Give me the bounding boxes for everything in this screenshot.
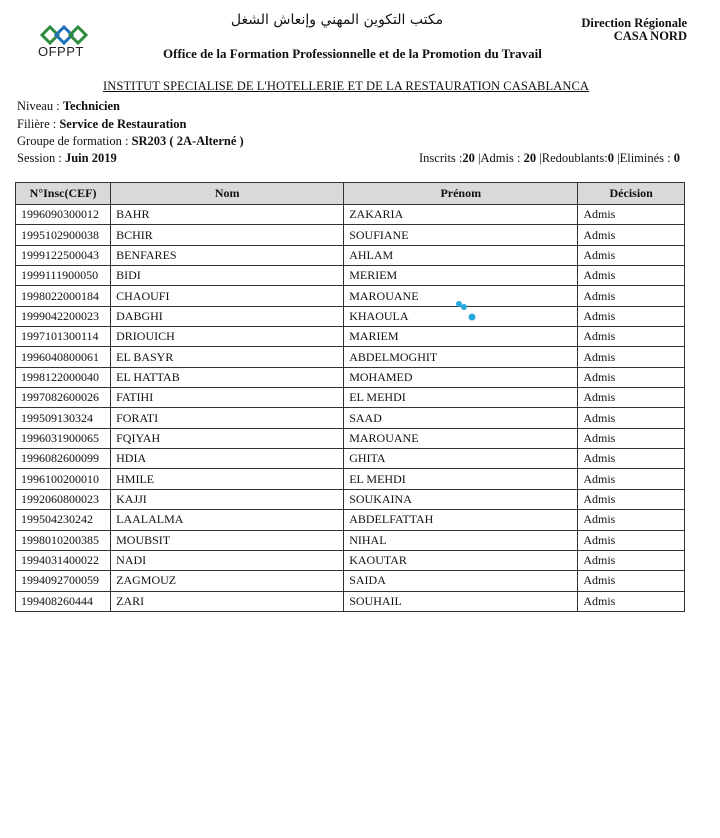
cell-decision: Admis — [578, 266, 685, 286]
cell-decision: Admis — [578, 428, 685, 448]
cell-nom: BCHIR — [111, 225, 344, 245]
arabic-title: مكتب التكوين المهني وإنعاش الشغل — [230, 12, 444, 28]
groupe-value: SR203 ( 2A-Alterné ) — [131, 134, 244, 148]
cell-prenom: MAROUANE — [344, 286, 578, 306]
groupe-line — [17, 134, 244, 149]
cell-nom: FQIYAH — [111, 428, 344, 448]
cell-nom: LAALALMA — [111, 510, 344, 530]
header-cef: N°Insc(CEF) — [16, 183, 111, 205]
cell-nom: KAJJI — [111, 489, 344, 509]
groupe-label: Groupe de formation : — [17, 134, 132, 148]
cell-prenom: MOHAMED — [344, 367, 578, 387]
cell-cef: 1996090300012 — [16, 205, 111, 225]
table-row — [16, 306, 685, 326]
cell-decision: Admis — [578, 489, 685, 509]
cell-cef: 1996100200010 — [16, 469, 111, 489]
stats-line — [419, 151, 680, 166]
cell-cef: 1999122500043 — [16, 245, 111, 265]
niveau-label: Niveau : — [17, 99, 63, 113]
session-label: Session : — [17, 151, 65, 165]
cell-nom: NADI — [111, 550, 344, 570]
table-row — [16, 550, 685, 570]
cell-prenom: EL MEHDI — [344, 469, 578, 489]
cell-cef: 1998122000040 — [16, 367, 111, 387]
table-row — [16, 449, 685, 469]
elimines-label: |Eliminés : — [613, 151, 674, 165]
cell-nom: BIDI — [111, 266, 344, 286]
cell-nom: CHAOUFI — [111, 286, 344, 306]
cell-cef: 1996082600099 — [16, 449, 111, 469]
cell-nom: DABGHI — [111, 306, 344, 326]
session-line — [17, 151, 117, 166]
cell-cef: 1994092700059 — [16, 571, 111, 591]
cell-decision: Admis — [578, 449, 685, 469]
table-row — [16, 245, 685, 265]
cell-prenom: ZAKARIA — [344, 205, 578, 225]
direction-block — [581, 17, 687, 43]
cell-nom: ZARI — [111, 591, 344, 611]
cell-nom: ZAGMOUZ — [111, 571, 344, 591]
cell-prenom: SAIDA — [344, 571, 578, 591]
cell-cef: 1999111900050 — [16, 266, 111, 286]
table-row — [16, 367, 685, 387]
session-value: Juin 2019 — [64, 151, 117, 165]
cell-decision: Admis — [578, 408, 685, 428]
cell-cef: 1996031900065 — [16, 428, 111, 448]
cell-nom: HDIA — [111, 449, 344, 469]
niveau-value: Technicien — [62, 99, 121, 113]
cell-nom: BENFARES — [111, 245, 344, 265]
direction-line2: CASA NORD — [613, 29, 687, 43]
cell-decision: Admis — [578, 591, 685, 611]
cell-cef: 1997082600026 — [16, 388, 111, 408]
cell-decision: Admis — [578, 530, 685, 550]
table-body — [16, 205, 685, 612]
table-row — [16, 408, 685, 428]
cell-prenom: KHAOULA — [344, 306, 578, 326]
filiere-line — [17, 117, 186, 132]
cell-cef: 1997101300114 — [16, 327, 111, 347]
cell-prenom: EL MEHDI — [344, 388, 578, 408]
cell-cef: 1998010200385 — [16, 530, 111, 550]
filiere-value: Service de Restauration — [59, 117, 187, 131]
admis-value: 20 — [523, 151, 537, 165]
cell-nom: EL HATTAB — [111, 367, 344, 387]
cell-cef: 199408260444 — [16, 591, 111, 611]
institut-title: INSTITUT SPECIALISE DE L'HOTELLERIE ET DE LA RESTAURATION CASABLANCA — [103, 79, 590, 93]
table-row — [16, 205, 685, 225]
table-row — [16, 225, 685, 245]
cell-prenom: GHITA — [344, 449, 578, 469]
redoublants-label: |Redoublants: — [536, 151, 608, 165]
cell-cef: 1995102900038 — [16, 225, 111, 245]
filiere-label: Filière : — [17, 117, 60, 131]
cell-cef: 1994031400022 — [16, 550, 111, 570]
cell-prenom: SOUHAIL — [344, 591, 578, 611]
cell-cef: 1999042200023 — [16, 306, 111, 326]
niveau-line — [17, 99, 120, 114]
cell-cef: 1996040800061 — [16, 347, 111, 367]
cell-nom: MOUBSIT — [111, 530, 344, 550]
blue-pen-mark-icon — [454, 300, 480, 324]
cell-decision: Admis — [578, 225, 685, 245]
cell-nom: DRIOUICH — [111, 327, 344, 347]
cell-prenom: ABDELFATTAH — [344, 510, 578, 530]
cell-decision: Admis — [578, 367, 685, 387]
table-row — [16, 347, 685, 367]
cell-decision: Admis — [578, 469, 685, 489]
cell-cef: 199504230242 — [16, 510, 111, 530]
table-row — [16, 428, 685, 448]
cell-prenom: MAROUANE — [344, 428, 578, 448]
table-row — [16, 327, 685, 347]
table-row — [16, 286, 685, 306]
table-row — [16, 591, 685, 611]
cell-decision: Admis — [578, 571, 685, 591]
cell-nom: BAHR — [111, 205, 344, 225]
cell-nom: FORATI — [111, 408, 344, 428]
direction-line1: Direction Régionale — [581, 16, 687, 30]
admis-label: |Admis : — [474, 151, 524, 165]
cell-cef: 1992060800023 — [16, 489, 111, 509]
cell-prenom: ABDELMOGHIT — [344, 347, 578, 367]
table-row — [16, 388, 685, 408]
cell-prenom: MERIEM — [344, 266, 578, 286]
cell-decision: Admis — [578, 306, 685, 326]
cell-prenom: AHLAM — [344, 245, 578, 265]
table-row — [16, 489, 685, 509]
table-row — [16, 530, 685, 550]
inscrits-value: 20 — [462, 151, 475, 165]
results-table — [15, 182, 685, 612]
cell-decision: Admis — [578, 388, 685, 408]
cell-decision: Admis — [578, 510, 685, 530]
table-header-row — [16, 183, 685, 205]
header-nom: Nom — [111, 183, 344, 205]
cell-prenom: NIHAL — [344, 530, 578, 550]
cell-nom: HMILE — [111, 469, 344, 489]
cell-prenom: MARIEM — [344, 327, 578, 347]
cell-prenom: KAOUTAR — [344, 550, 578, 570]
cell-decision: Admis — [578, 286, 685, 306]
logo-text: OFPPT — [38, 44, 84, 59]
cell-prenom: SAAD — [344, 408, 578, 428]
header-prenom: Prénom — [344, 183, 578, 205]
cell-decision: Admis — [578, 205, 685, 225]
cell-prenom: SOUKAINA — [344, 489, 578, 509]
cell-prenom: SOUFIANE — [344, 225, 578, 245]
table-row — [16, 469, 685, 489]
inscrits-label: Inscrits : — [419, 151, 463, 165]
elimines-value: 0 — [673, 151, 681, 165]
cell-decision: Admis — [578, 550, 685, 570]
cell-cef: 1998022000184 — [16, 286, 111, 306]
header-decision: Décision — [578, 183, 685, 205]
table-row — [16, 571, 685, 591]
cell-nom: EL BASYR — [111, 347, 344, 367]
cell-decision: Admis — [578, 327, 685, 347]
table-row — [16, 510, 685, 530]
cell-nom: FATIHI — [111, 388, 344, 408]
redoublants-value: 0 — [607, 151, 614, 165]
cell-decision: Admis — [578, 245, 685, 265]
office-title: Office de la Formation Professionnelle et de la Promotion du Travail — [163, 46, 542, 61]
cell-decision: Admis — [578, 347, 685, 367]
cell-cef: 199509130324 — [16, 408, 111, 428]
table-row — [16, 266, 685, 286]
